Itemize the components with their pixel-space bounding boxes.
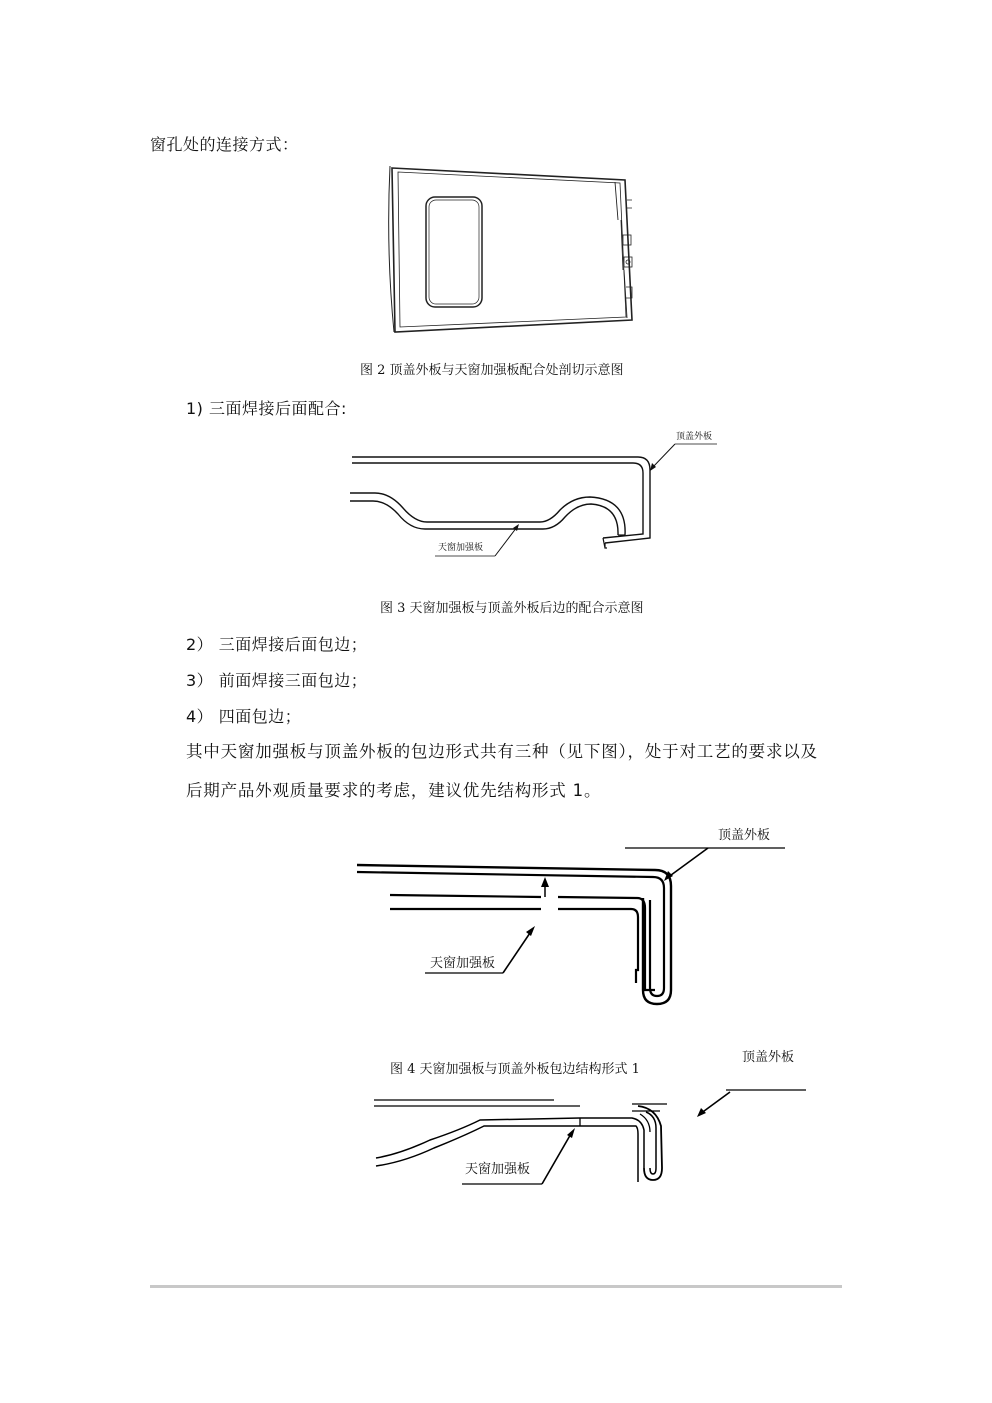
figure5-label-outer: 顶盖外板: [742, 1050, 795, 1065]
figure4-label-reinf: 天窗加强板: [430, 956, 496, 971]
figure5-label-reinf: 天窗加强板: [465, 1162, 531, 1177]
intro-text: 窗孔处的连接方式：: [150, 135, 299, 154]
figure4-drawing: [355, 820, 795, 1020]
footer-divider: [150, 1285, 842, 1288]
figure4-caption: 图 4 天窗加强板与顶盖外板包边结构形式 1: [390, 1062, 640, 1077]
figure3-drawing: [345, 430, 725, 565]
figure5-drawing: [370, 1070, 810, 1195]
figure3-caption: 图 3 天窗加强板与顶盖外板后边的配合示意图: [380, 601, 644, 616]
figure3-label-outer: 顶盖外板: [676, 432, 713, 442]
item4-text: 4） 四面包边；: [186, 707, 302, 726]
paragraph-line2: 后期产品外观质量要求的考虑，建议优先结构形式 1。: [186, 781, 602, 800]
item1-text: 1) 三面焊接后面配合:: [186, 399, 347, 418]
figure2-roof-drawing: [380, 160, 645, 340]
figure2-caption: 图 2 顶盖外板与天窗加强板配合处剖切示意图: [360, 363, 624, 378]
paragraph-line1: 其中天窗加强板与顶盖外板的包边形式共有三种（见下图），处于对工艺的要求以及: [186, 742, 818, 761]
figure4-label-outer: 顶盖外板: [718, 828, 771, 843]
item2-text: 2） 三面焊接后面包边；: [186, 635, 368, 654]
figure3-label-reinf: 天窗加强板: [438, 543, 484, 553]
item3-text: 3） 前面焊接三面包边；: [186, 671, 368, 690]
